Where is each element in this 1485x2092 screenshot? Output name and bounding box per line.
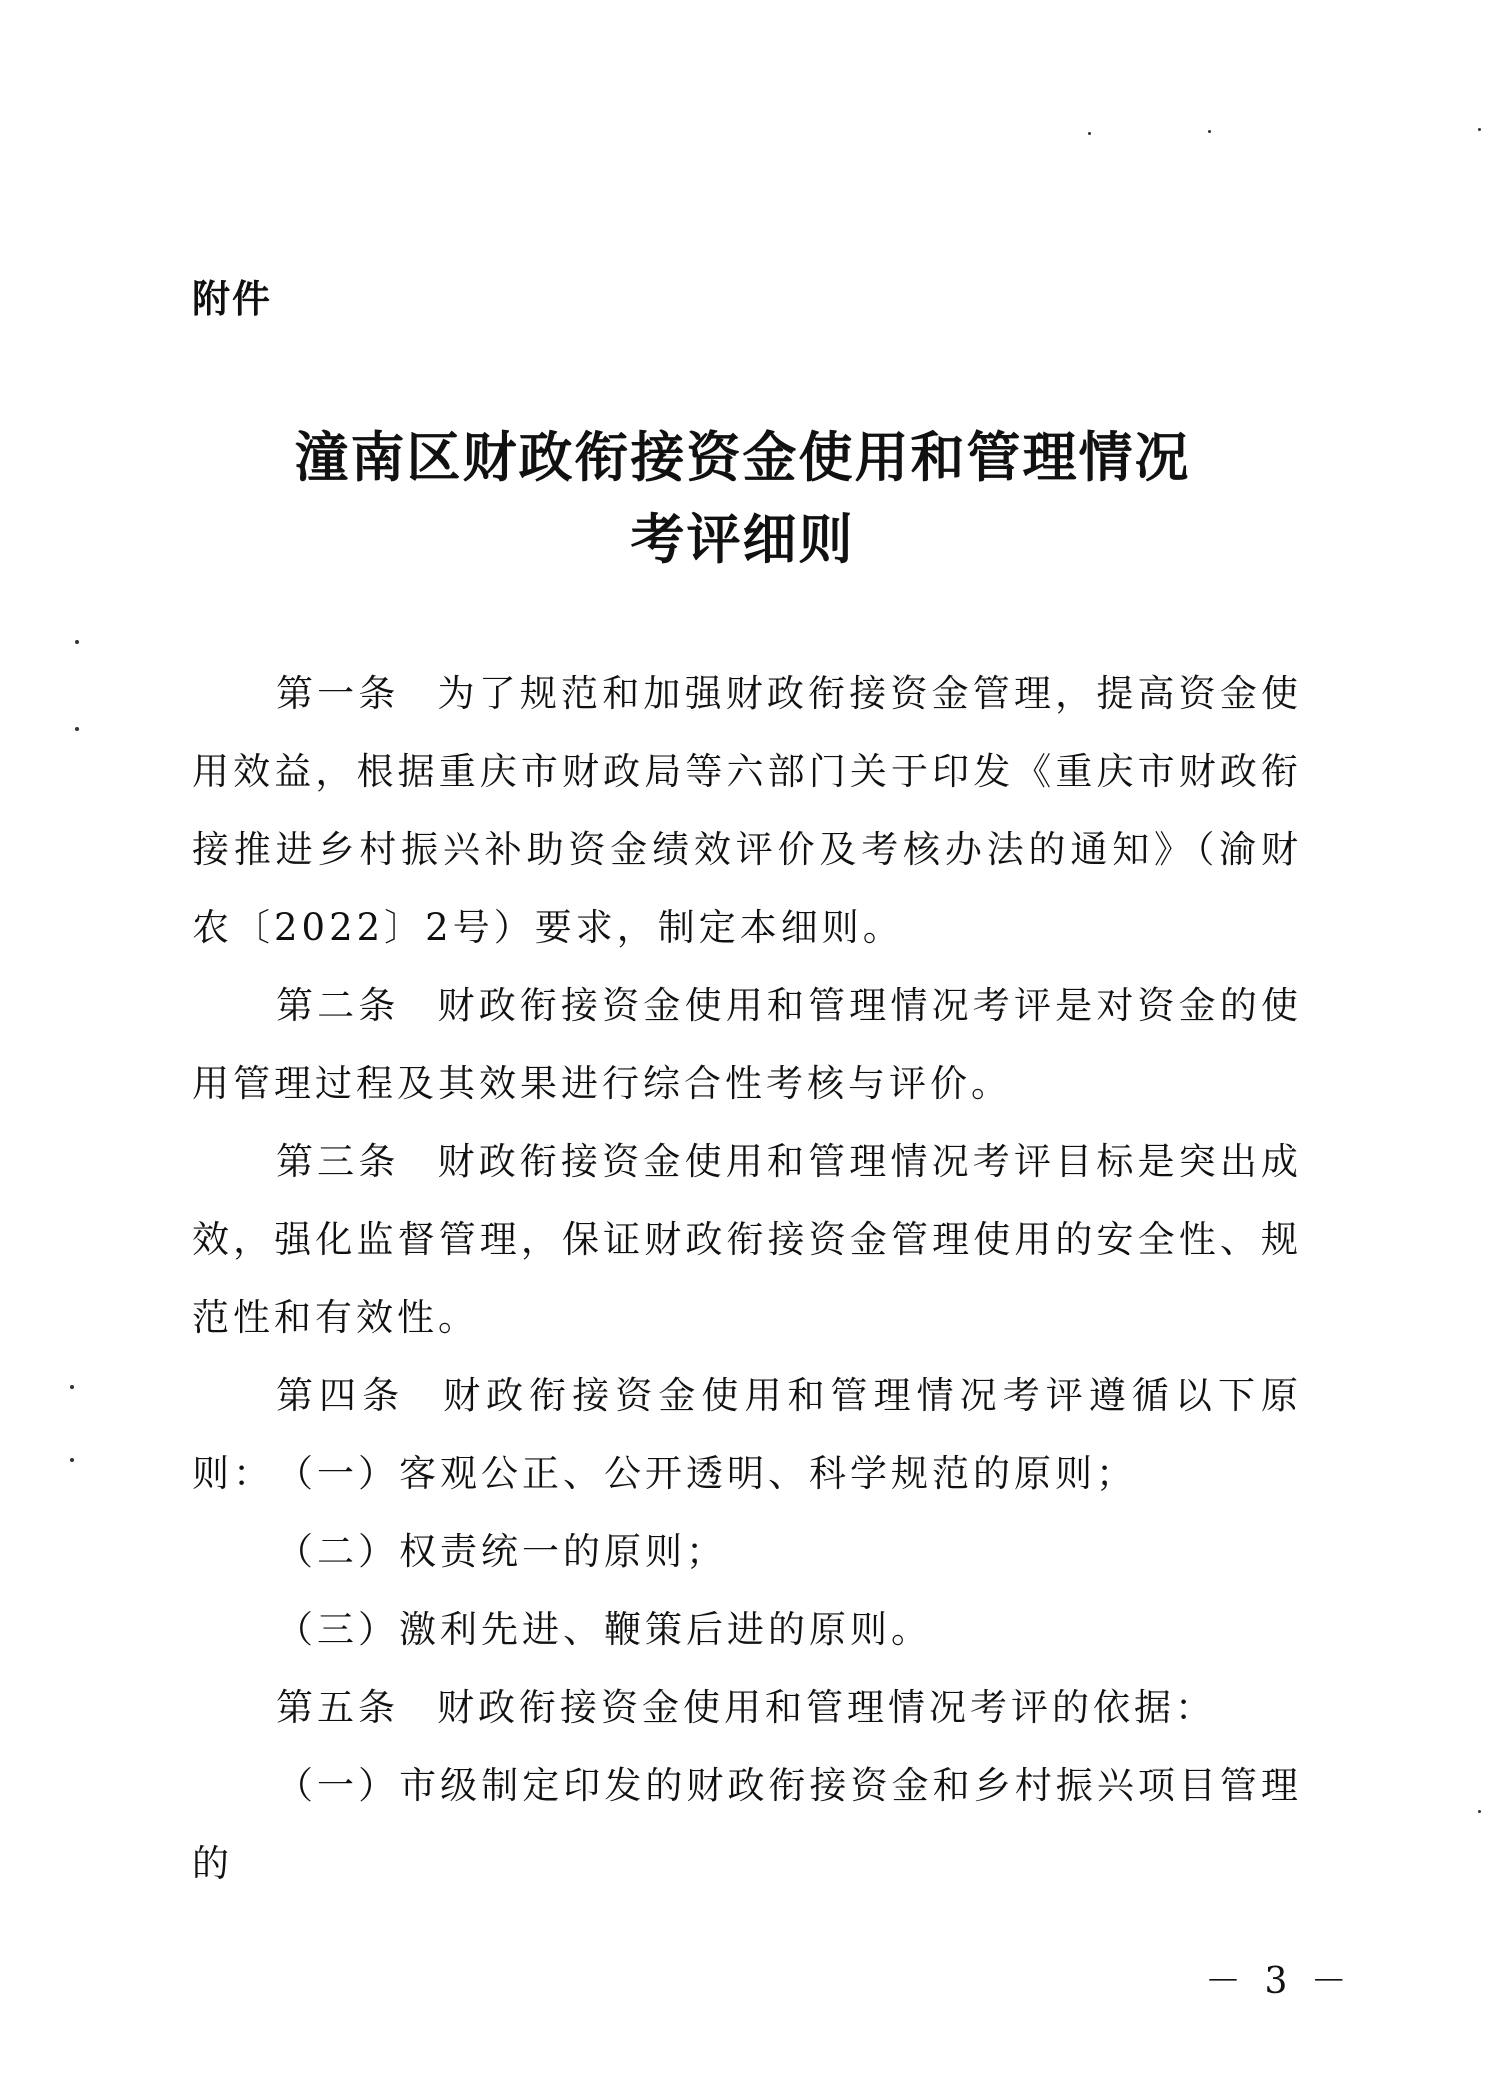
principle-item: （三）激利先进、鞭策后进的原则。 bbox=[276, 1608, 932, 1651]
basis-item: （一）市级制定印发的财政衔接资金和乡村振兴项目管理的 bbox=[192, 1764, 1302, 1885]
principle-item: （二）权责统一的原则； bbox=[276, 1530, 727, 1573]
scan-speck bbox=[1208, 130, 1211, 133]
scan-speck bbox=[70, 1458, 74, 1462]
article-1 bbox=[192, 655, 1302, 967]
scan-speck bbox=[75, 640, 79, 644]
document-title-line-1: 潼南区财政衔接资金使用和管理情况 bbox=[294, 425, 1191, 489]
article-text: 财政衔接资金使用和管理情况考评是对资金的使用管理过程及其效果进行综合性考核与评价。 bbox=[192, 984, 1303, 1105]
principle-item: （一）客观公正、公开透明、科学规范的原则； bbox=[276, 1452, 1137, 1495]
article-2 bbox=[192, 967, 1302, 1123]
document-title-line-2: 考评细则 bbox=[630, 507, 855, 571]
scan-speck bbox=[75, 727, 79, 731]
article-label: 第二条 bbox=[276, 984, 400, 1027]
article-label: 第五条 bbox=[276, 1686, 399, 1729]
scan-speck bbox=[1478, 1810, 1481, 1813]
article-5 bbox=[192, 1669, 1302, 1747]
page-number: － 3 － bbox=[1205, 1961, 1353, 2002]
article-text: 财政衔接资金使用和管理情况考评的依据： bbox=[437, 1686, 1216, 1729]
article-label: 第三条 bbox=[276, 1140, 400, 1183]
scan-speck bbox=[70, 1385, 74, 1389]
scan-speck bbox=[1478, 128, 1481, 131]
article-label: 第四条 bbox=[276, 1374, 406, 1417]
scan-speck bbox=[1088, 132, 1091, 135]
article-3 bbox=[192, 1123, 1302, 1357]
article-text: 财政衔接资金使用和管理情况考评遵循以下原则： bbox=[192, 1374, 1303, 1495]
article-text: 财政衔接资金使用和管理情况考评目标是突出成效，强化监督管理，保证财政衔接资金管理使用的安全性、规范性和有效性。 bbox=[192, 1140, 1303, 1339]
article-text: 为了规范和加强财政衔接资金管理，提高资金使用效益，根据重庆市财政局等六部门关于印发《重庆市财政衔接推进乡村振兴补助资金绩效评价及考核办法的通知》（渝财农〔2022〕2号）要求，制定本细则。 bbox=[192, 672, 1303, 949]
attachment-label: 附件 bbox=[192, 277, 273, 321]
article-label: 第一条 bbox=[276, 672, 400, 715]
